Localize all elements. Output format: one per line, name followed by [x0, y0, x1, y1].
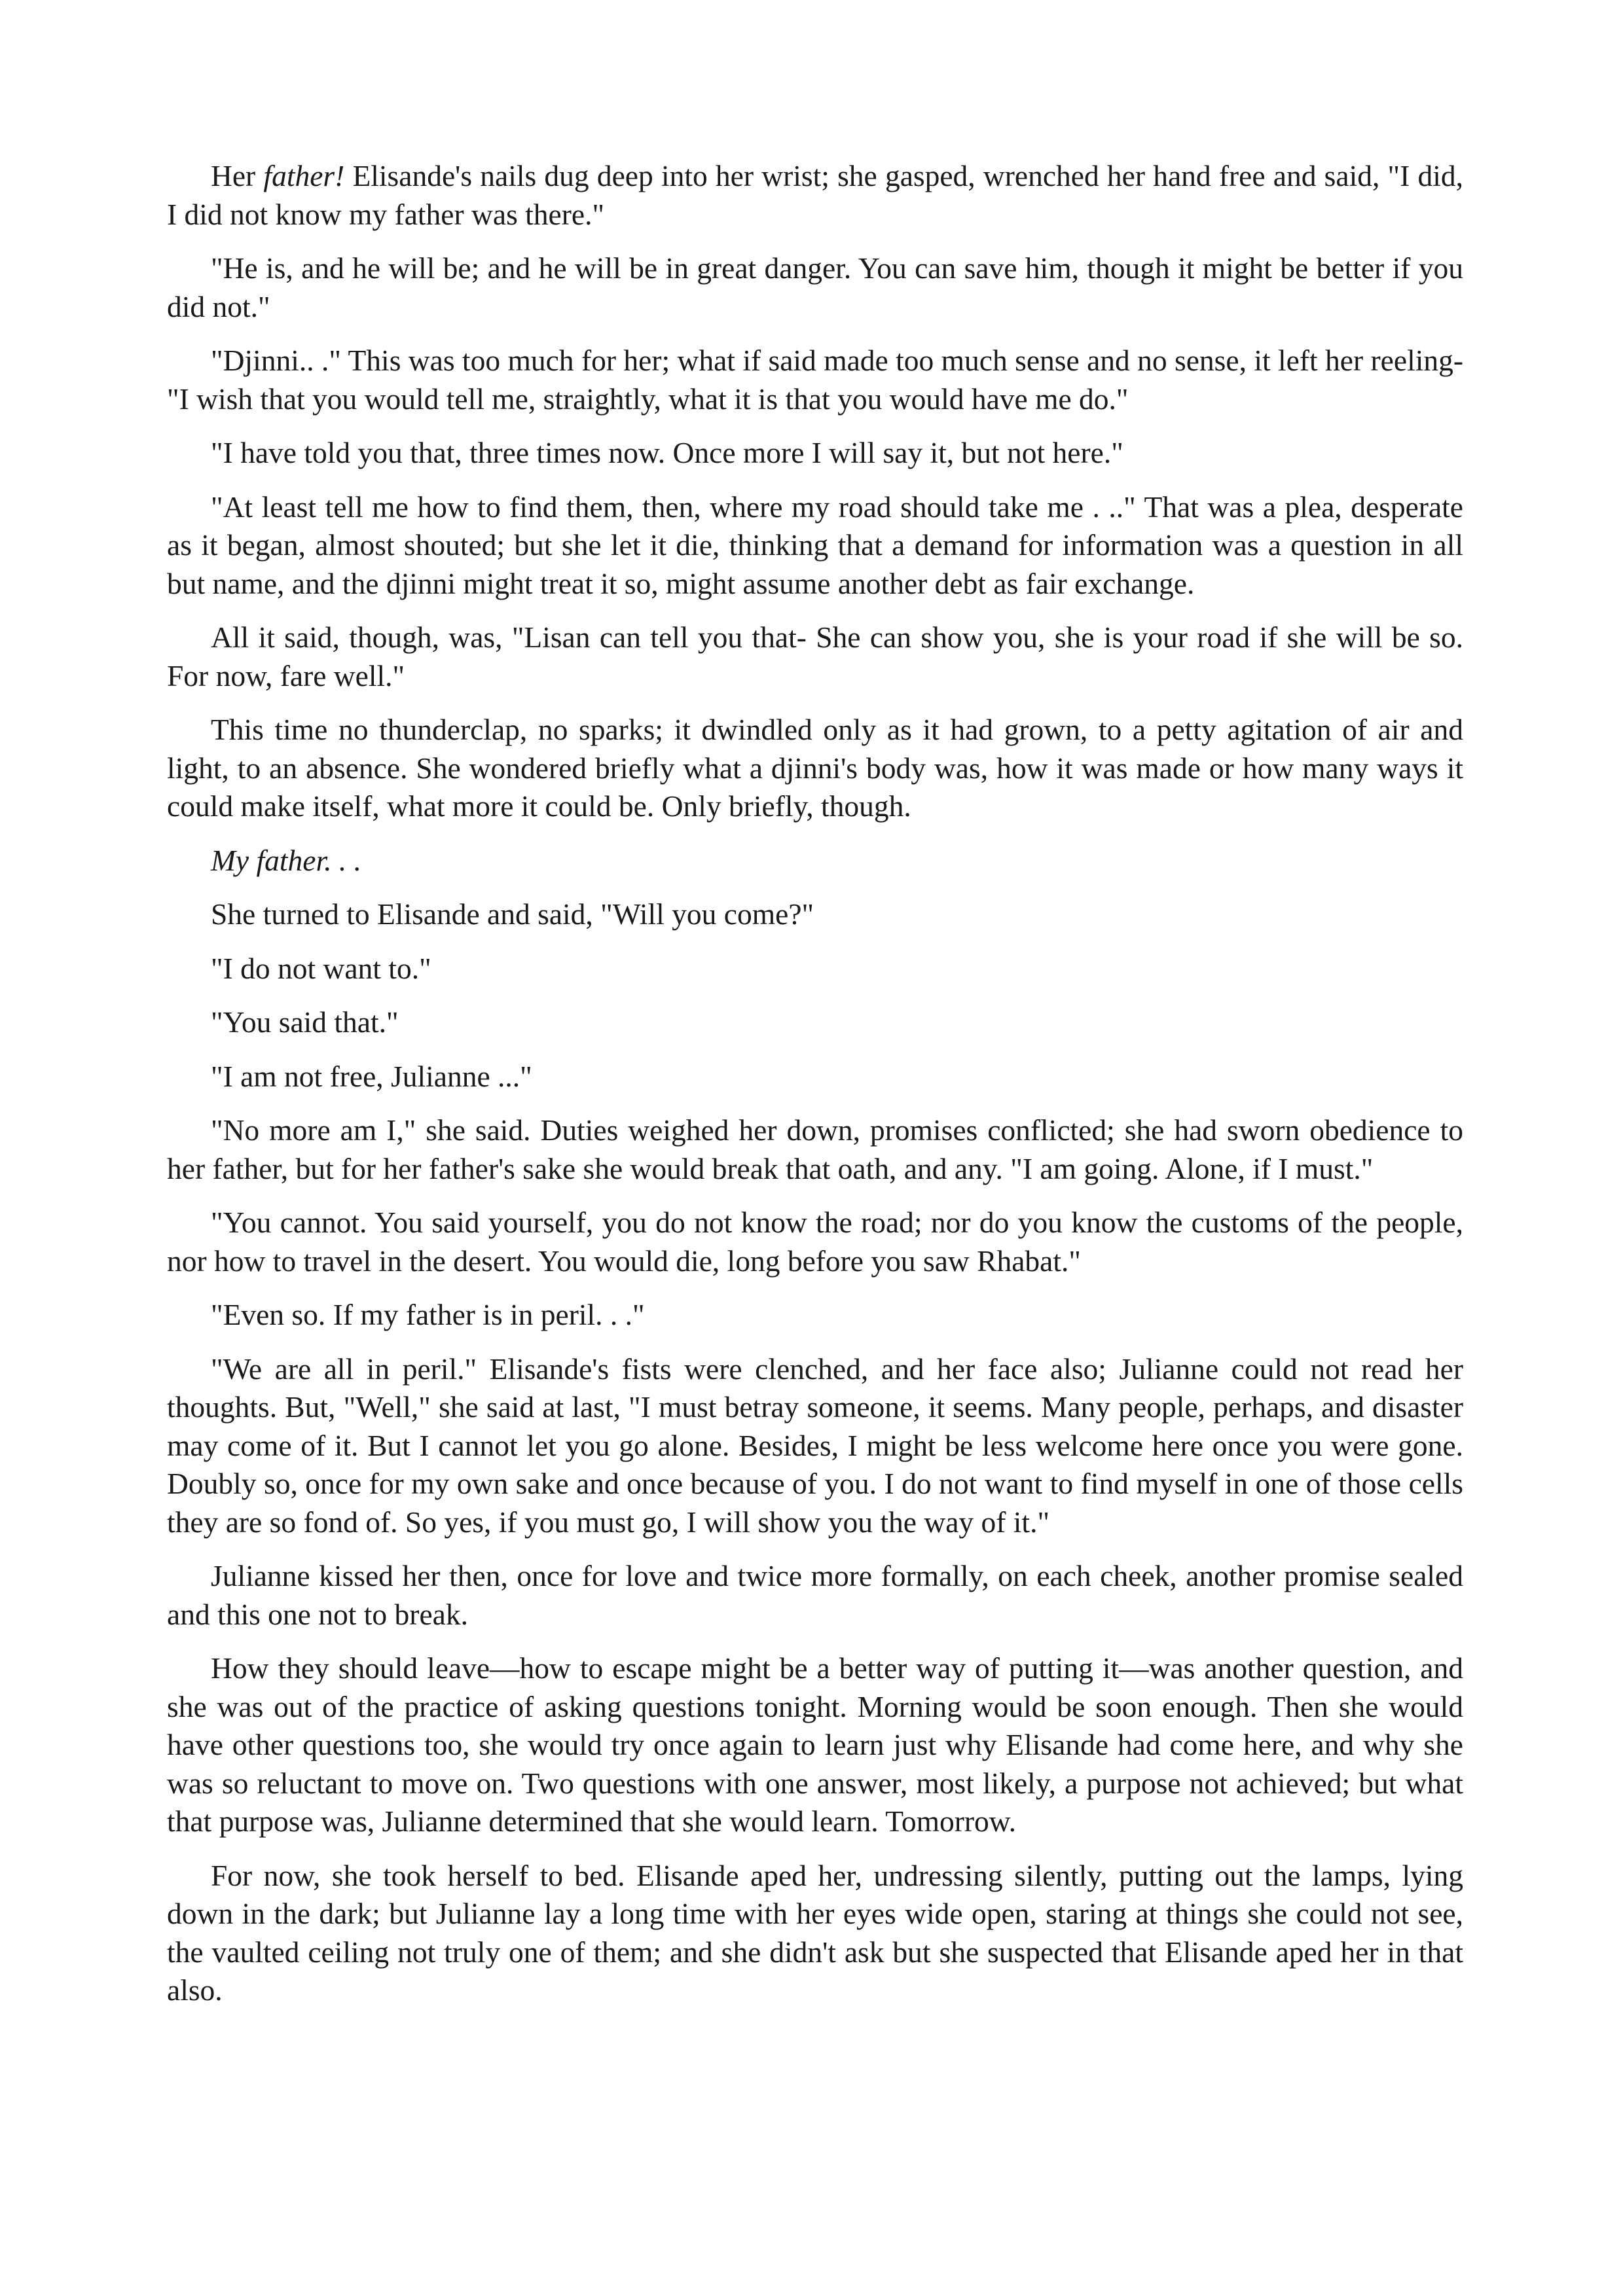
paragraph — [167, 434, 1463, 473]
text-run: Elisande's nails dug deep into her wrist; she gasped, wrenched her hand free and said, "I did, I did not know my father was there." — [167, 159, 1463, 231]
italic-text: My father. . . — [211, 843, 361, 877]
text-run: "You cannot. You said yourself, you do not know the road; nor do you know the customs of the people, nor how to travel in the desert. You would die, long before you saw Rhabat." — [167, 1206, 1463, 1278]
paragraph — [167, 1857, 1463, 2010]
paragraph — [167, 157, 1463, 234]
paragraph — [167, 1204, 1463, 1280]
paragraph — [167, 249, 1463, 326]
text-run: She turned to Elisande and said, "Will you come?" — [211, 897, 814, 931]
text-run: "At least tell me how to find them, then, where my road should take me . .." That was a plea, desperate as it began, almost shouted; but she let it die, thinking that a demand for information was a question in all but name, and the djinni might treat it so, might assume another debt as fair exchange. — [167, 490, 1463, 600]
paragraph — [167, 842, 1463, 880]
text-run: All it said, though, was, "Lisan can tell you that- She can show you, she is your road if she will be so. For now, fare well." — [167, 620, 1463, 692]
paragraph — [167, 1649, 1463, 1841]
paragraph — [167, 1058, 1463, 1096]
text-run: How they should leave—how to escape might be a better way of putting it—was another question, and she was out of the practice of asking questions tonight. Morning would be soon enough. Then she would have other questions too, she would try once again to learn just why Elisande had come here, and why she was so reluctant to move on. Two questions with one answer, most likely, a purpose not achieved; but what that purpose was, Julianne determined that she would learn. Tomorrow. — [167, 1651, 1463, 1838]
text-run: Julianne kissed her then, once for love and twice more formally, on each cheek, another promise sealed and this one not to break. — [167, 1559, 1463, 1631]
text-run: "I do not want to." — [211, 951, 431, 985]
paragraph — [167, 1003, 1463, 1042]
paragraph — [167, 895, 1463, 934]
paragraph — [167, 488, 1463, 603]
text-run: Her — [211, 159, 264, 192]
text-run: "Djinni.. ." This was too much for her; what if said made too much sense and no sense, it left her reeling- "I wish that you would tell me, straightly, what it is that you would have me do." — [167, 344, 1463, 416]
paragraph — [167, 1557, 1463, 1634]
italic-text: father! — [263, 159, 345, 192]
text-run: "Even so. If my father is in peril. . ." — [211, 1298, 645, 1331]
text-run: "No more am I," she said. Duties weighed her down, promises conflicted; she had sworn obedience to her father, but for her father's sake she would break that oath, and any. "I am going. Alone, if I must." — [167, 1113, 1463, 1185]
paragraph — [167, 711, 1463, 826]
text-run: "You said that." — [211, 1005, 399, 1039]
paragraph — [167, 950, 1463, 988]
page-body — [167, 157, 1463, 2026]
paragraph — [167, 342, 1463, 418]
paragraph — [167, 1296, 1463, 1335]
paragraph — [167, 1111, 1463, 1188]
text-run: "I am not free, Julianne ..." — [211, 1059, 532, 1093]
paragraph — [167, 1350, 1463, 1542]
paragraph — [167, 619, 1463, 695]
text-run: "I have told you that, three times now. Once more I will say it, but not here." — [211, 436, 1123, 469]
text-run: "He is, and he will be; and he will be in great danger. You can save him, though it might be better if you did not." — [167, 251, 1463, 323]
text-run: For now, she took herself to bed. Elisande aped her, undressing silently, putting out the lamps, lying down in the dark; but Julianne lay a long time with her eyes wide open, staring at things she could not see, the vaulted ceiling not truly one of them; and she didn't ask but she suspected that Elisande aped her in that also. — [167, 1858, 1463, 2007]
text-run: This time no thunderclap, no sparks; it dwindled only as it had grown, to a petty agitation of air and light, to an absence. She wondered briefly what a djinni's body was, how it was made or how many ways it could make itself, what more it could be. Only briefly, though. — [167, 713, 1463, 823]
text-run: "We are all in peril." Elisande's fists were clenched, and her face also; Julianne could not read her thoughts. But, "Well," she said at last, "I must betray someone, it seems. Many people, perhaps, and disaster may come of it. But I cannot let you go alone. Besides, I might be less welcome here once you were gone. Doubly so, once for my own sake and once because of you. I do not want to find myself in one of those cells they are so fond of. So yes, if you must go, I will show you the way of it." — [167, 1352, 1463, 1539]
